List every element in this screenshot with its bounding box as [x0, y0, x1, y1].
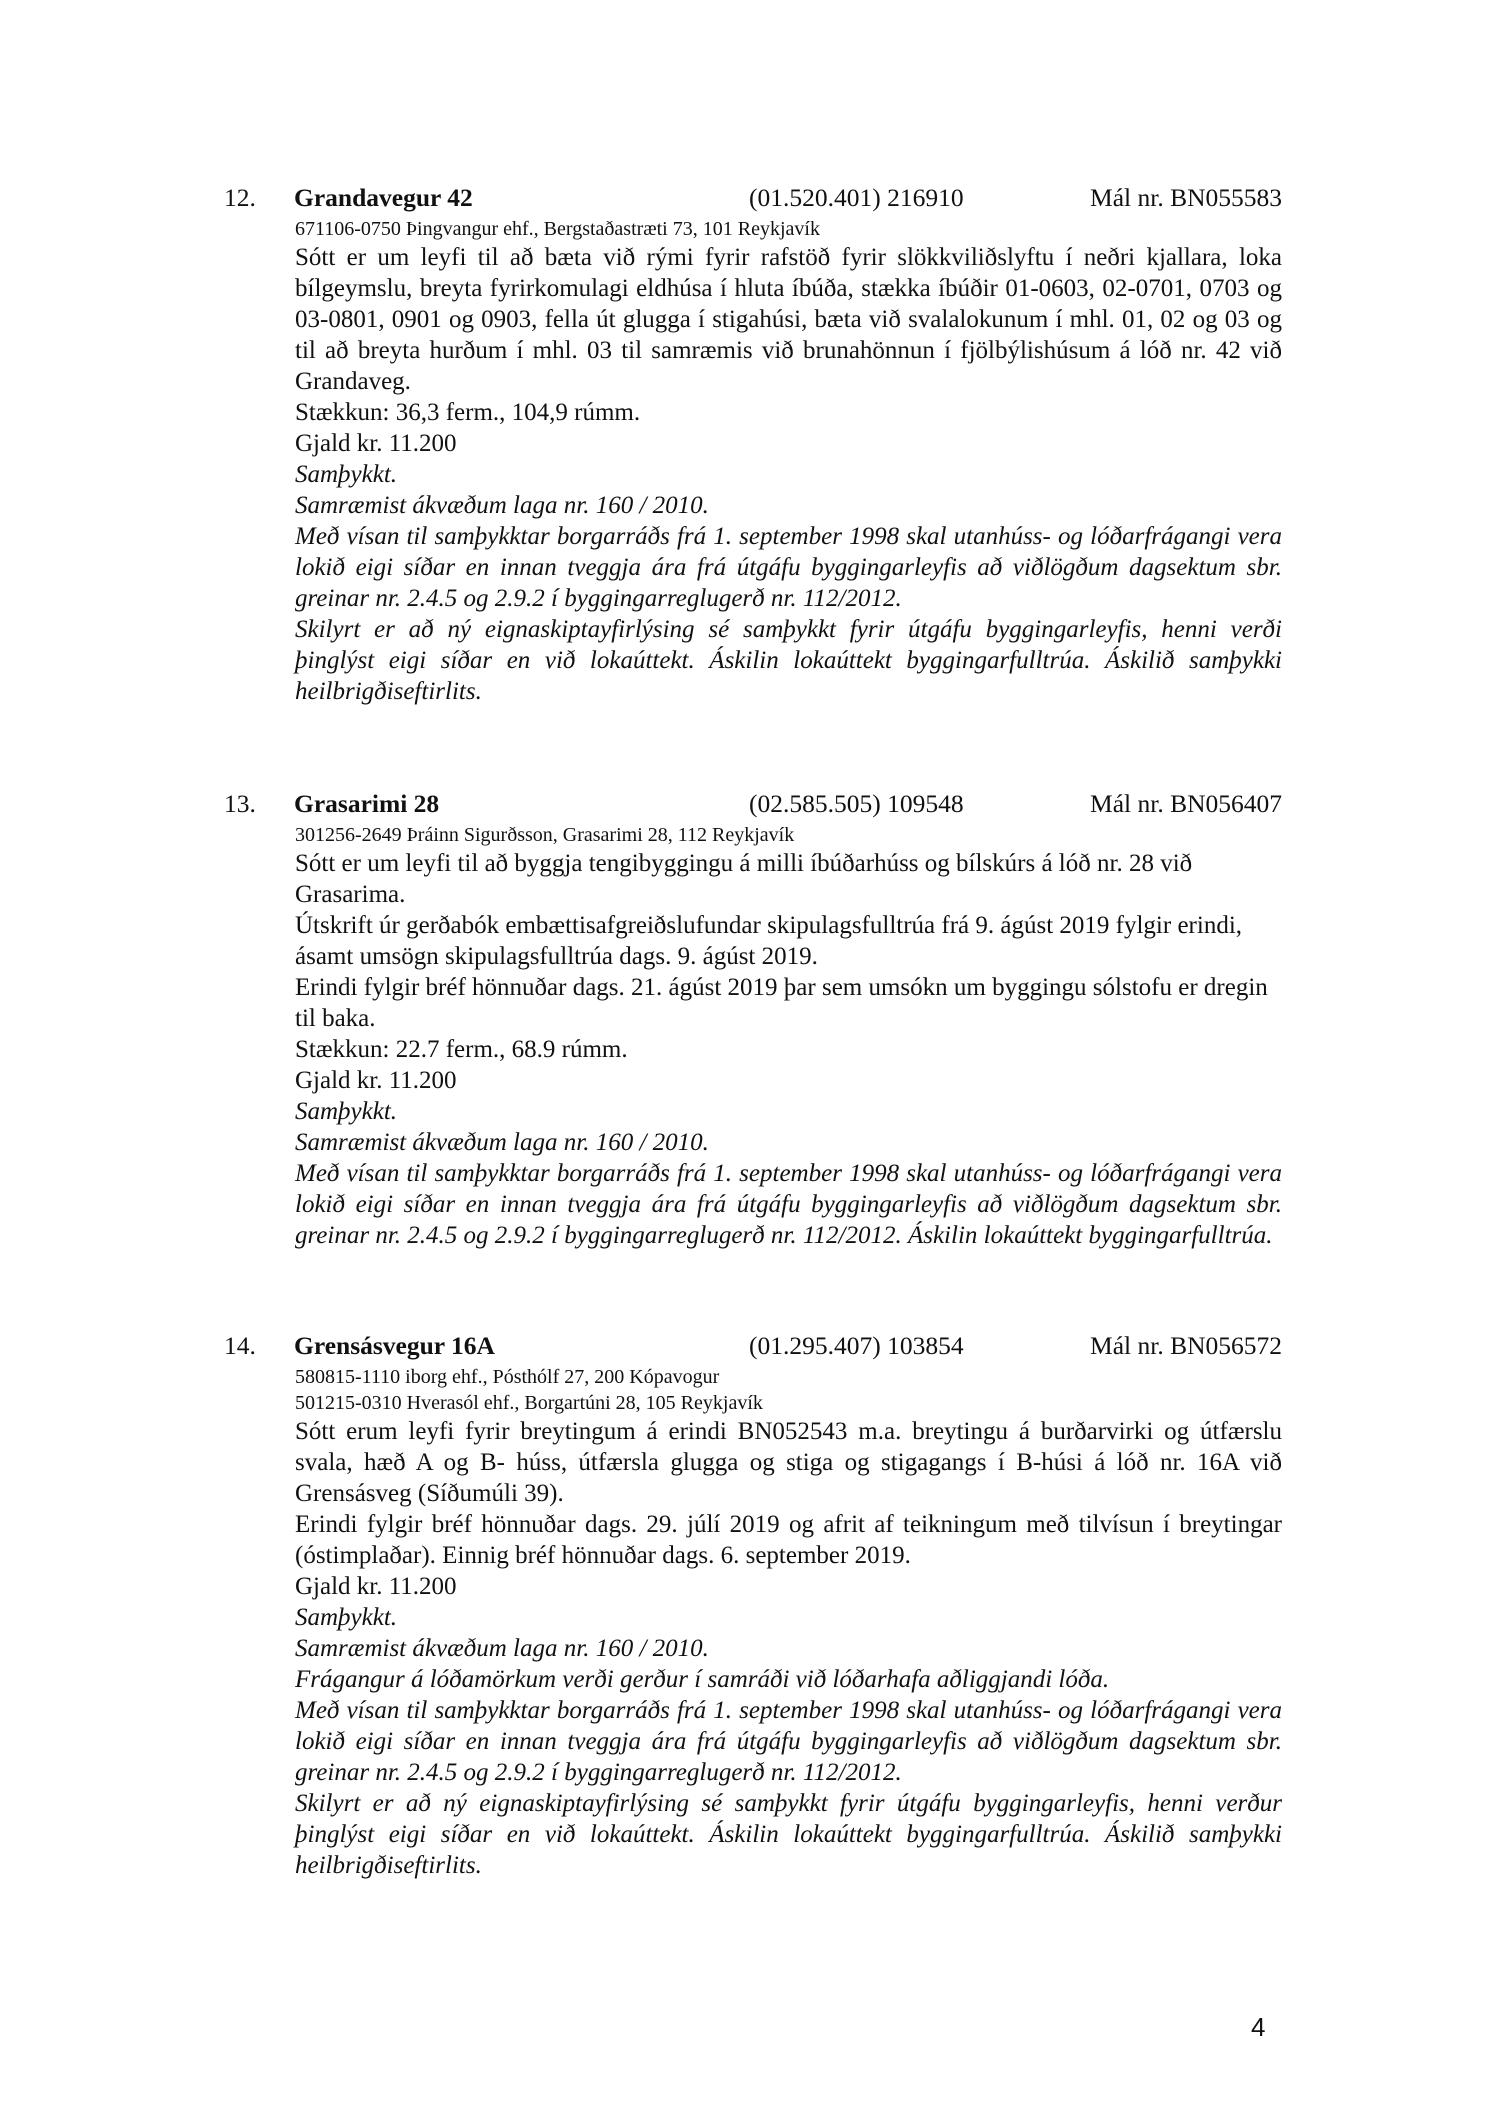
applicant: 301256-2649 Þráinn Sigurðsson, Grasarimi 28, 112 Reykjavík: [295, 824, 795, 846]
applicant: 501215-0310 Hverasól ehf., Borgartúni 28, 105 Reykjavík: [295, 1392, 763, 1414]
agenda-item: [224, 786, 1282, 1251]
fee: Gjald kr. 11.200: [295, 1573, 457, 1600]
agenda-item: [224, 1328, 1282, 1881]
attachment-note: Erindi fylgir bréf hönnuðar dags. 21. ágúst 2019 þar sem umsókn um byggingu sólstofu er dregin til baka.: [295, 974, 1268, 1032]
land-number: (01.520.401) 216910: [749, 183, 964, 212]
item-number: 13.: [224, 789, 256, 818]
fee: Gjald kr. 11.200: [295, 1067, 457, 1094]
item-header: [224, 786, 1282, 822]
description: Sótt er um leyfi til að byggja tengibyggingu á milli íbúðarhúss og bílskúrs á lóð nr. 28 við Grasarima.: [295, 850, 1193, 908]
condition-note: Með vísan til samþykktar borgarráðs frá 1. september 1998 skal utanhúss- og lóðarfrágangi vera lokið eigi síðar en innan tveggja ára frá útgáfu byggingarleyfis að viðlögðum dagsektum sbr. greinar nr. 2.4.5 og 2.9.2 í byggingarreglugerð nr. 112/2012.: [295, 523, 1282, 612]
case-number: Mál nr. BN056572: [1090, 1331, 1282, 1360]
agenda-item: [224, 180, 1282, 707]
item-header: [224, 180, 1282, 216]
case-number: Mál nr. BN056407: [1090, 789, 1282, 818]
applicant: 580815-1110 iborg ehf., Pósthólf 27, 200 Kópavogur: [295, 1366, 720, 1388]
item-title: Grensásvegur 16A: [294, 1331, 495, 1360]
condition-note: Með vísan til samþykktar borgarráðs frá 1. september 1998 skal utanhúss- og lóðarfrágangi vera lokið eigi síðar en innan tveggja ára frá útgáfu byggingarleyfis að viðlögðum dagsektum sbr. greinar nr. 2.4.5 og 2.9.2 í byggingarreglugerð nr. 112/2012.: [295, 1697, 1282, 1786]
applicant: 671106-0750 Þingvangur ehf., Bergstaðastræti 73, 101 Reykjavík: [295, 218, 820, 240]
item-header: [224, 1328, 1282, 1364]
condition-note: Frágangur á lóðamörkum verði gerður í samráði við lóðarhafa aðliggjandi lóða.: [295, 1666, 1110, 1693]
condition-note: Skilyrt er að ný eignaskiptayfirlýsing sé samþykkt fyrir útgáfu byggingarleyfis, henni verður þinglýst eigi síðar en við lokaúttekt. Áskilin lokaúttekt byggingarfulltrúa. Áskilið samþykki heilbrigðiseftirlits.: [295, 1790, 1282, 1879]
item-number: 14.: [224, 1331, 256, 1360]
condition-note: Með vísan til samþykktar borgarráðs frá 1. september 1998 skal utanhúss- og lóðarfrágangi vera lokið eigi síðar en innan tveggja ára frá útgáfu byggingarleyfis að viðlögðum dagsektum sbr. greinar nr. 2.4.5 og 2.9.2 í byggingarreglugerð nr. 112/2012. Áskilin lokaúttekt byggingarfulltrúa.: [295, 1160, 1282, 1249]
item-title: Grasarimi 28: [294, 789, 440, 818]
item-body: [295, 1364, 1282, 1881]
description: Sótt er um leyfi til að bæta við rými fyrir rafstöð fyrir slökkviliðslyftu í neðri kjallara, loka bílgeymslu, breyta fyrirkomulagi eldhúsa í hluta íbúða, stækka íbúðir 01-0603, 02-0701, 0703 og 03-0801, 0901 og 0903, fella út glugga í stigahúsi, bæta við svalalokunum í mhl. 01, 02 og 03 og til að breyta hurðum í mhl. 03 til samræmis við brunahönnun í fjölbýlishúsum á lóð nr. 42 við Grandaveg.: [295, 244, 1282, 395]
compliance-note: Samræmist ákvæðum laga nr. 160 / 2010.: [295, 1635, 709, 1662]
case-number: Mál nr. BN055583: [1090, 183, 1282, 212]
land-number: (01.295.407) 103854: [749, 1331, 964, 1360]
item-body: [295, 216, 1282, 707]
approval-status: Samþykkt.: [295, 1604, 398, 1631]
page-number: 4: [1251, 2012, 1266, 2042]
land-number: (02.585.505) 109548: [749, 789, 964, 818]
attachment-note: Erindi fylgir bréf hönnuðar dags. 29. júlí 2019 og afrit af teikningum með tilvísun í breytingar (óstimplaðar). Einnig bréf hönnuðar dags. 6. september 2019.: [295, 1511, 1282, 1569]
attachment-note: Útskrift úr gerðabók embættisafgreiðslufundar skipulagsfulltrúa frá 9. ágúst 2019 fylgir erindi, ásamt umsögn skipulagsfulltrúa dags. 9. ágúst 2019.: [295, 912, 1243, 970]
enlargement: Stækkun: 36,3 ferm., 104,9 rúmm.: [295, 399, 641, 426]
item-body: [295, 822, 1282, 1251]
approval-status: Samþykkt.: [295, 461, 398, 488]
compliance-note: Samræmist ákvæðum laga nr. 160 / 2010.: [295, 1129, 709, 1156]
compliance-note: Samræmist ákvæðum laga nr. 160 / 2010.: [295, 492, 709, 519]
item-title: Grandavegur 42: [294, 183, 473, 212]
condition-note: Skilyrt er að ný eignaskiptayfirlýsing sé samþykkt fyrir útgáfu byggingarleyfis, henni verði þinglýst eigi síðar en við lokaúttekt. Áskilin lokaúttekt byggingarfulltrúa. Áskilið samþykki heilbrigðiseftirlits.: [295, 616, 1282, 705]
fee: Gjald kr. 11.200: [295, 430, 457, 457]
enlargement: Stækkun: 22.7 ferm., 68.9 rúmm.: [295, 1036, 628, 1063]
item-number: 12.: [224, 183, 256, 212]
approval-status: Samþykkt.: [295, 1098, 398, 1125]
description: Sótt erum leyfi fyrir breytingum á erindi BN052543 m.a. breytingu á burðarvirki og útfærslu svala, hæð A og B- húss, útfærsla glugga og stiga og stigagangs í B-húsi á lóð nr. 16A við Grensásveg (Síðumúli 39).: [295, 1418, 1282, 1507]
